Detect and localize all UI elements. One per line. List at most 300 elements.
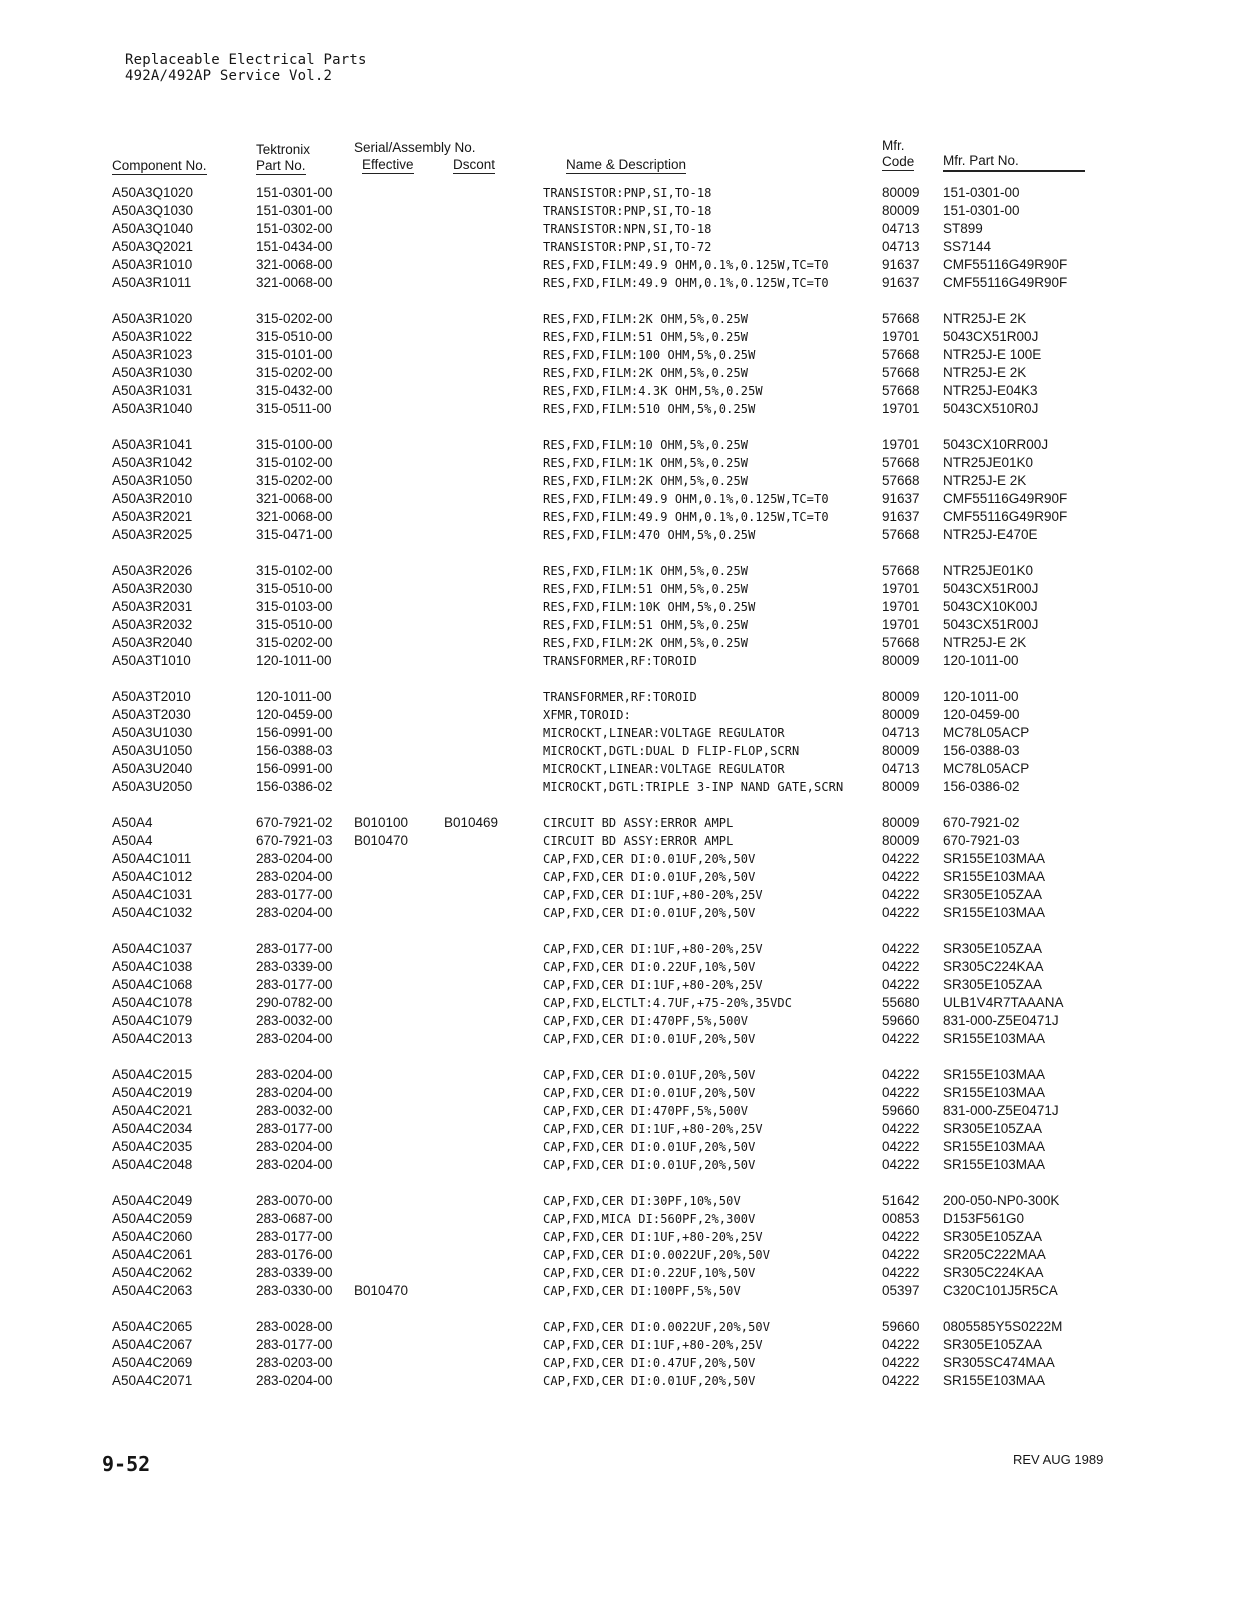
- table-row: [0, 1012, 1237, 1030]
- table-row: [0, 382, 1237, 400]
- mfr-code: 59660: [882, 1103, 920, 1118]
- mfr-code: 04222: [882, 869, 920, 884]
- mfr-code: 19701: [882, 599, 920, 614]
- mfr-part-no: 670-7921-03: [943, 833, 1020, 848]
- mfr-part-no: NTR25J-E 2K: [943, 311, 1027, 326]
- table-row: [0, 1318, 1237, 1336]
- mfr-code: 19701: [882, 329, 920, 344]
- table-row: [0, 472, 1237, 490]
- tektronix-part-no: 283-0203-00: [256, 1355, 333, 1370]
- mfr-code: 80009: [882, 653, 920, 668]
- mfr-code: 04222: [882, 1139, 920, 1154]
- table-row: [0, 634, 1237, 652]
- table-row: [0, 364, 1237, 382]
- name-description: RES,FXD,FILM:51 OHM,5%,0.25W: [543, 618, 749, 632]
- mfr-part-no: CMF55116G49R90F: [943, 509, 1068, 524]
- mfr-part-no: SR205C222MAA: [943, 1247, 1046, 1262]
- component-no: A50A4C2063: [112, 1283, 193, 1298]
- mfr-code: 57668: [882, 527, 920, 542]
- tektronix-part-no: 120-1011-00: [256, 653, 332, 668]
- table-row: [0, 598, 1237, 616]
- table-row: [0, 1120, 1237, 1138]
- mfr-part-no: CMF55116G49R90F: [943, 257, 1068, 272]
- name-description: TRANSISTOR:PNP,SI,TO-72: [543, 240, 712, 254]
- tektronix-part-no: 290-0782-00: [256, 995, 333, 1010]
- table-row: [0, 742, 1237, 760]
- table-row: [0, 346, 1237, 364]
- component-no: A50A3U1030: [112, 725, 193, 740]
- component-no: A50A3R1041: [112, 437, 193, 452]
- component-no: A50A4C2065: [112, 1319, 193, 1334]
- mfr-code: 91637: [882, 257, 920, 272]
- name-description: RES,FXD,FILM:2K OHM,5%,0.25W: [543, 474, 749, 488]
- name-description: RES,FXD,FILM:100 OHM,5%,0.25W: [543, 348, 756, 362]
- name-description: CAP,FXD,CER DI:0.22UF,10%,50V: [543, 1266, 756, 1280]
- component-no: A50A4C1068: [112, 977, 193, 992]
- tektronix-part-no: 283-0176-00: [256, 1247, 333, 1262]
- mfr-part-no: 5043CX510R0J: [943, 401, 1039, 416]
- name-description: CIRCUIT BD ASSY:ERROR AMPL: [543, 834, 734, 848]
- table-row: [0, 562, 1237, 580]
- mfr-code: 19701: [882, 581, 920, 596]
- tektronix-part-no: 151-0434-00: [256, 239, 333, 254]
- mfr-code: 57668: [882, 311, 920, 326]
- name-description: RES,FXD,FILM:49.9 OHM,0.1%,0.125W,TC=T0: [543, 510, 829, 524]
- name-description: RES,FXD,FILM:49.9 OHM,0.1%,0.125W,TC=T0: [543, 276, 829, 290]
- mfr-part-no: 670-7921-02: [943, 815, 1020, 830]
- component-no: A50A3T1010: [112, 653, 191, 668]
- component-no: A50A3R1023: [112, 347, 193, 362]
- table-row: [0, 688, 1237, 706]
- mfr-code: 91637: [882, 491, 920, 506]
- name-description: RES,FXD,FILM:51 OHM,5%,0.25W: [543, 330, 749, 344]
- table-row: [0, 832, 1237, 850]
- mfr-code: 04222: [882, 887, 920, 902]
- tektronix-part-no: 283-0204-00: [256, 1031, 333, 1046]
- tektronix-part-no: 156-0991-00: [256, 761, 333, 776]
- mfr-code: 04222: [882, 977, 920, 992]
- mfr-part-no: SR305SC474MAA: [943, 1355, 1055, 1370]
- tektronix-part-no: 283-0032-00: [256, 1013, 333, 1028]
- mfr-part-no: SR305E105ZAA: [943, 887, 1043, 902]
- table-row: [0, 976, 1237, 994]
- col-header-part-no: Part No.: [256, 158, 306, 173]
- name-description: RES,FXD,FILM:2K OHM,5%,0.25W: [543, 366, 749, 380]
- table-row: [0, 508, 1237, 526]
- mfr-part-no: 5043CX51R00J: [943, 617, 1039, 632]
- serial-effective: B010100: [354, 815, 409, 830]
- component-no: A50A4C1031: [112, 887, 193, 902]
- component-no: A50A4C2021: [112, 1103, 193, 1118]
- component-no: A50A3R1050: [112, 473, 193, 488]
- table-row: [0, 1192, 1237, 1210]
- name-description: RES,FXD,FILM:470 OHM,5%,0.25W: [543, 528, 756, 542]
- mfr-part-no: 831-000-Z5E0471J: [943, 1103, 1059, 1118]
- table-row: [0, 526, 1237, 544]
- name-description: CAP,FXD,CER DI:30PF,10%,50V: [543, 1194, 741, 1208]
- table-row: [0, 994, 1237, 1012]
- tektronix-part-no: 670-7921-02: [256, 815, 333, 830]
- table-row: [0, 958, 1237, 976]
- name-description: RES,FXD,FILM:2K OHM,5%,0.25W: [543, 636, 749, 650]
- component-no: A50A3R1042: [112, 455, 193, 470]
- mfr-code: 04222: [882, 1067, 920, 1082]
- table-row: [0, 1282, 1237, 1300]
- tektronix-part-no: 156-0386-02: [256, 779, 333, 794]
- mfr-part-no: 156-0388-03: [943, 743, 1020, 758]
- component-no: A50A3T2030: [112, 707, 191, 722]
- header-title-line1: Replaceable Electrical Parts: [125, 52, 367, 68]
- name-description: TRANSISTOR:NPN,SI,TO-18: [543, 222, 712, 236]
- component-no: A50A4C1012: [112, 869, 193, 884]
- name-description: CAP,FXD,CER DI:1UF,+80-20%,25V: [543, 1122, 763, 1136]
- component-no: A50A4C2061: [112, 1247, 193, 1262]
- mfr-part-no: 120-1011-00: [943, 653, 1019, 668]
- tektronix-part-no: 283-0687-00: [256, 1211, 333, 1226]
- table-row: [0, 328, 1237, 346]
- mfr-part-no: 5043CX10K00J: [943, 599, 1038, 614]
- mfr-code: 04222: [882, 1121, 920, 1136]
- mfr-code: 59660: [882, 1319, 920, 1334]
- table-row: [0, 454, 1237, 472]
- page-number: 9-52: [102, 1452, 151, 1476]
- col-header-serial-assembly: Serial/Assembly No.: [354, 140, 476, 155]
- mfr-part-no: 151-0301-00: [943, 203, 1020, 218]
- col-header-mfr-part-no: Mfr. Part No.: [943, 153, 1019, 168]
- mfr-code: 80009: [882, 689, 920, 704]
- name-description: TRANSFORMER,RF:TOROID: [543, 654, 697, 668]
- tektronix-part-no: 156-0388-03: [256, 743, 333, 758]
- name-description: CAP,FXD,CER DI:0.01UF,20%,50V: [543, 852, 756, 866]
- mfr-code: 51642: [882, 1193, 920, 1208]
- col-header-effective: Effective: [362, 157, 414, 172]
- name-description: CAP,FXD,CER DI:0.01UF,20%,50V: [543, 1158, 756, 1172]
- mfr-part-no: 0805585Y5S0222M: [943, 1319, 1063, 1334]
- table-row: [0, 760, 1237, 778]
- table-row: [0, 580, 1237, 598]
- mfr-part-no: SR305E105ZAA: [943, 1121, 1043, 1136]
- table-row: [0, 1264, 1237, 1282]
- mfr-part-no: NTR25J-E 2K: [943, 635, 1027, 650]
- mfr-code: 57668: [882, 347, 920, 362]
- component-no: A50A3R1030: [112, 365, 193, 380]
- tektronix-part-no: 315-0101-00: [256, 347, 333, 362]
- component-no: A50A3R1022: [112, 329, 193, 344]
- mfr-code: 04222: [882, 851, 920, 866]
- mfr-part-no: 156-0386-02: [943, 779, 1020, 794]
- tektronix-part-no: 315-0511-00: [256, 401, 332, 416]
- mfr-part-no: SR155E103MAA: [943, 869, 1046, 884]
- mfr-code: 05397: [882, 1283, 920, 1298]
- tektronix-part-no: 283-0177-00: [256, 1121, 333, 1136]
- component-no: A50A3R2026: [112, 563, 193, 578]
- mfr-code: 04222: [882, 1373, 920, 1388]
- mfr-part-no: ST899: [943, 221, 983, 236]
- component-no: A50A3R1010: [112, 257, 193, 272]
- col-header-tektronix: Tektronix: [256, 142, 311, 157]
- mfr-part-no: MC78L05ACP: [943, 761, 1030, 776]
- mfr-code: 80009: [882, 833, 920, 848]
- name-description: CAP,FXD,CER DI:0.0022UF,20%,50V: [543, 1320, 771, 1334]
- mfr-code: 57668: [882, 365, 920, 380]
- component-no: A50A3R2010: [112, 491, 193, 506]
- name-description: RES,FXD,FILM:1K OHM,5%,0.25W: [543, 564, 749, 578]
- mfr-code: 04222: [882, 959, 920, 974]
- name-description: CAP,FXD,CER DI:0.47UF,20%,50V: [543, 1356, 756, 1370]
- component-no: A50A4C2034: [112, 1121, 193, 1136]
- name-description: CAP,FXD,MICA DI:560PF,2%,300V: [543, 1212, 756, 1226]
- mfr-part-no: SR155E103MAA: [943, 1157, 1046, 1172]
- table-row: [0, 400, 1237, 418]
- table-row: [0, 310, 1237, 328]
- table-row: [0, 1138, 1237, 1156]
- mfr-part-no: SR155E103MAA: [943, 1139, 1046, 1154]
- mfr-code: 04713: [882, 761, 920, 776]
- mfr-code: 91637: [882, 509, 920, 524]
- mfr-part-no: 5043CX10RR00J: [943, 437, 1049, 452]
- table-row: [0, 850, 1237, 868]
- tektronix-part-no: 283-0177-00: [256, 1229, 333, 1244]
- name-description: TRANSISTOR:PNP,SI,TO-18: [543, 204, 712, 218]
- name-description: CAP,FXD,CER DI:1UF,+80-20%,25V: [543, 978, 763, 992]
- mfr-code: 04222: [882, 1337, 920, 1352]
- component-no: A50A4C2048: [112, 1157, 193, 1172]
- mfr-part-no: 5043CX51R00J: [943, 581, 1039, 596]
- mfr-code: 19701: [882, 437, 920, 452]
- component-no: A50A3R1031: [112, 383, 193, 398]
- mfr-part-no: SR155E103MAA: [943, 905, 1046, 920]
- mfr-part-no: 5043CX51R00J: [943, 329, 1039, 344]
- table-row: [0, 1336, 1237, 1354]
- revision-date: REV AUG 1989: [1013, 1452, 1104, 1467]
- name-description: CAP,FXD,CER DI:470PF,5%,500V: [543, 1014, 749, 1028]
- name-description: MICROCKT,LINEAR:VOLTAGE REGULATOR: [543, 726, 785, 740]
- table-row: [0, 868, 1237, 886]
- tektronix-part-no: 283-0204-00: [256, 1157, 333, 1172]
- tektronix-part-no: 120-0459-00: [256, 707, 333, 722]
- name-description: RES,FXD,FILM:10 OHM,5%,0.25W: [543, 438, 749, 452]
- serial-effective: B010470: [354, 1283, 409, 1298]
- component-no: A50A3Q1020: [112, 185, 194, 200]
- tektronix-part-no: 283-0330-00: [256, 1283, 333, 1298]
- tektronix-part-no: 283-0204-00: [256, 1067, 333, 1082]
- mfr-part-no: SR305E105ZAA: [943, 1229, 1043, 1244]
- mfr-part-no: NTR25J-E 2K: [943, 365, 1027, 380]
- name-description: TRANSISTOR:PNP,SI,TO-18: [543, 186, 712, 200]
- name-description: CAP,FXD,CER DI:0.01UF,20%,50V: [543, 906, 756, 920]
- tektronix-part-no: 151-0301-00: [256, 185, 333, 200]
- tektronix-part-no: 315-0102-00: [256, 563, 333, 578]
- mfr-part-no: 831-000-Z5E0471J: [943, 1013, 1059, 1028]
- mfr-part-no: NTR25J-E04K3: [943, 383, 1038, 398]
- mfr-part-no: SS7144: [943, 239, 992, 254]
- table-row: [0, 202, 1237, 220]
- col-header-mfr-code: Code: [882, 154, 915, 169]
- mfr-part-no: D153F561G0: [943, 1211, 1025, 1226]
- name-description: CAP,FXD,CER DI:1UF,+80-20%,25V: [543, 1230, 763, 1244]
- mfr-part-no: SR305E105ZAA: [943, 977, 1043, 992]
- component-no: A50A4C2019: [112, 1085, 193, 1100]
- mfr-code: 57668: [882, 563, 920, 578]
- name-description: CAP,FXD,CER DI:1UF,+80-20%,25V: [543, 1338, 763, 1352]
- component-no: A50A3Q1030: [112, 203, 194, 218]
- tektronix-part-no: 120-1011-00: [256, 689, 332, 704]
- mfr-code: 04222: [882, 1265, 920, 1280]
- name-description: CAP,FXD,CER DI:0.01UF,20%,50V: [543, 1140, 756, 1154]
- tektronix-part-no: 315-0510-00: [256, 617, 333, 632]
- component-no: A50A3R1020: [112, 311, 193, 326]
- component-no: A50A3R2040: [112, 635, 193, 650]
- mfr-code: 55680: [882, 995, 920, 1010]
- mfr-code: 04222: [882, 1247, 920, 1262]
- mfr-part-no: SR305E105ZAA: [943, 1337, 1043, 1352]
- name-description: CAP,FXD,CER DI:0.0022UF,20%,50V: [543, 1248, 771, 1262]
- col-header-name-description: Name & Description: [566, 157, 687, 172]
- table-row: [0, 814, 1237, 832]
- component-no: A50A4C1011: [112, 851, 192, 866]
- mfr-part-no: NTR25J-E 2K: [943, 473, 1027, 488]
- tektronix-part-no: 315-0202-00: [256, 311, 333, 326]
- mfr-part-no: SR305C224KAA: [943, 1265, 1044, 1280]
- tektronix-part-no: 151-0301-00: [256, 203, 333, 218]
- tektronix-part-no: 315-0103-00: [256, 599, 333, 614]
- component-no: A50A4C1032: [112, 905, 193, 920]
- name-description: CAP,FXD,CER DI:1UF,+80-20%,25V: [543, 942, 763, 956]
- col-header-component: Component No.: [112, 158, 207, 173]
- component-no: A50A4: [112, 815, 153, 830]
- tektronix-part-no: 321-0068-00: [256, 509, 333, 524]
- table-row: [0, 436, 1237, 454]
- table-row: [0, 1228, 1237, 1246]
- mfr-code: 04222: [882, 1355, 920, 1370]
- mfr-part-no: SR305C224KAA: [943, 959, 1044, 974]
- tektronix-part-no: 315-0202-00: [256, 473, 333, 488]
- table-row: [0, 1354, 1237, 1372]
- mfr-part-no: CMF55116G49R90F: [943, 275, 1068, 290]
- tektronix-part-no: 283-0204-00: [256, 851, 333, 866]
- table-row: [0, 1246, 1237, 1264]
- mfr-code: 57668: [882, 635, 920, 650]
- mfr-part-no: SR155E103MAA: [943, 1373, 1046, 1388]
- table-row: [0, 1372, 1237, 1390]
- tektronix-part-no: 315-0102-00: [256, 455, 333, 470]
- mfr-code: 80009: [882, 815, 920, 830]
- component-no: A50A4C1037: [112, 941, 193, 956]
- col-header-dscont: Dscont: [453, 157, 496, 172]
- mfr-part-no: NTR25JE01K0: [943, 563, 1034, 578]
- name-description: CAP,FXD,CER DI:470PF,5%,500V: [543, 1104, 749, 1118]
- name-description: XFMR,TOROID:: [543, 708, 631, 722]
- table-row: [0, 940, 1237, 958]
- component-no: A50A4C1038: [112, 959, 193, 974]
- component-no: A50A3R1011: [112, 275, 192, 290]
- tektronix-part-no: 283-0204-00: [256, 1373, 333, 1388]
- mfr-part-no: SR155E103MAA: [943, 1067, 1046, 1082]
- name-description: CAP,FXD,CER DI:1UF,+80-20%,25V: [543, 888, 763, 902]
- mfr-part-no: SR155E103MAA: [943, 1085, 1046, 1100]
- component-no: A50A3U2050: [112, 779, 193, 794]
- tektronix-part-no: 321-0068-00: [256, 257, 333, 272]
- component-no: A50A4C2060: [112, 1229, 193, 1244]
- component-no: A50A3Q2021: [112, 239, 194, 254]
- mfr-code: 04222: [882, 1031, 920, 1046]
- name-description: CIRCUIT BD ASSY:ERROR AMPL: [543, 816, 734, 830]
- name-description: CAP,FXD,CER DI:0.01UF,20%,50V: [543, 1032, 756, 1046]
- component-no: A50A4: [112, 833, 153, 848]
- tektronix-part-no: 315-0202-00: [256, 365, 333, 380]
- component-no: A50A4C2071: [112, 1373, 193, 1388]
- name-description: CAP,FXD,CER DI:0.22UF,10%,50V: [543, 960, 756, 974]
- table-row: [0, 1102, 1237, 1120]
- component-no: A50A4C2062: [112, 1265, 193, 1280]
- header-title-line2: 492A/492AP Service Vol.2: [125, 68, 333, 84]
- component-no: A50A3Q1040: [112, 221, 194, 236]
- table-row: [0, 904, 1237, 922]
- tektronix-part-no: 315-0510-00: [256, 581, 333, 596]
- tektronix-part-no: 151-0302-00: [256, 221, 333, 236]
- tektronix-part-no: 283-0204-00: [256, 1085, 333, 1100]
- component-no: A50A4C1078: [112, 995, 193, 1010]
- mfr-code: 04713: [882, 725, 920, 740]
- component-no: A50A4C2069: [112, 1355, 193, 1370]
- tektronix-part-no: 283-0204-00: [256, 869, 333, 884]
- tektronix-part-no: 283-0339-00: [256, 959, 333, 974]
- mfr-part-no: CMF55116G49R90F: [943, 491, 1068, 506]
- name-description: RES,FXD,FILM:510 OHM,5%,0.25W: [543, 402, 756, 416]
- mfr-code: 59660: [882, 1013, 920, 1028]
- table-row: [0, 778, 1237, 796]
- component-no: A50A4C1079: [112, 1013, 193, 1028]
- table-row: [0, 184, 1237, 202]
- mfr-code: 04222: [882, 1229, 920, 1244]
- mfr-part-no: 120-0459-00: [943, 707, 1020, 722]
- component-no: A50A3R2031: [112, 599, 193, 614]
- table-row: [0, 1030, 1237, 1048]
- mfr-code: 04713: [882, 221, 920, 236]
- name-description: CAP,FXD,CER DI:0.01UF,20%,50V: [543, 1374, 756, 1388]
- mfr-part-no: NTR25J-E 100E: [943, 347, 1042, 362]
- component-no: A50A3U2040: [112, 761, 193, 776]
- serial-effective: B010470: [354, 833, 409, 848]
- component-no: A50A4C2035: [112, 1139, 193, 1154]
- tektronix-part-no: 156-0991-00: [256, 725, 333, 740]
- table-row: [0, 706, 1237, 724]
- component-no: A50A4C2015: [112, 1067, 193, 1082]
- tektronix-part-no: 321-0068-00: [256, 491, 333, 506]
- name-description: CAP,FXD,ELCTLT:4.7UF,+75-20%,35VDC: [543, 996, 793, 1010]
- name-description: CAP,FXD,CER DI:0.01UF,20%,50V: [543, 1086, 756, 1100]
- table-row: [0, 238, 1237, 256]
- serial-dscont: B010469: [444, 815, 499, 830]
- mfr-part-no: C320C101J5R5CA: [943, 1283, 1058, 1298]
- table-row: [0, 256, 1237, 274]
- table-row: [0, 1156, 1237, 1174]
- name-description: RES,FXD,FILM:4.3K OHM,5%,0.25W: [543, 384, 763, 398]
- mfr-part-no: NTR25J-E470E: [943, 527, 1038, 542]
- component-no: A50A4C2013: [112, 1031, 193, 1046]
- tektronix-part-no: 283-0177-00: [256, 977, 333, 992]
- table-row: [0, 724, 1237, 742]
- tektronix-part-no: 283-0070-00: [256, 1193, 333, 1208]
- table-row: [0, 220, 1237, 238]
- mfr-code: 80009: [882, 185, 920, 200]
- tektronix-part-no: 283-0032-00: [256, 1103, 333, 1118]
- tektronix-part-no: 283-0177-00: [256, 941, 333, 956]
- tektronix-part-no: 670-7921-03: [256, 833, 333, 848]
- col-header-mfr: Mfr.: [882, 138, 905, 153]
- component-no: A50A3T2010: [112, 689, 191, 704]
- component-no: A50A3R2021: [112, 509, 193, 524]
